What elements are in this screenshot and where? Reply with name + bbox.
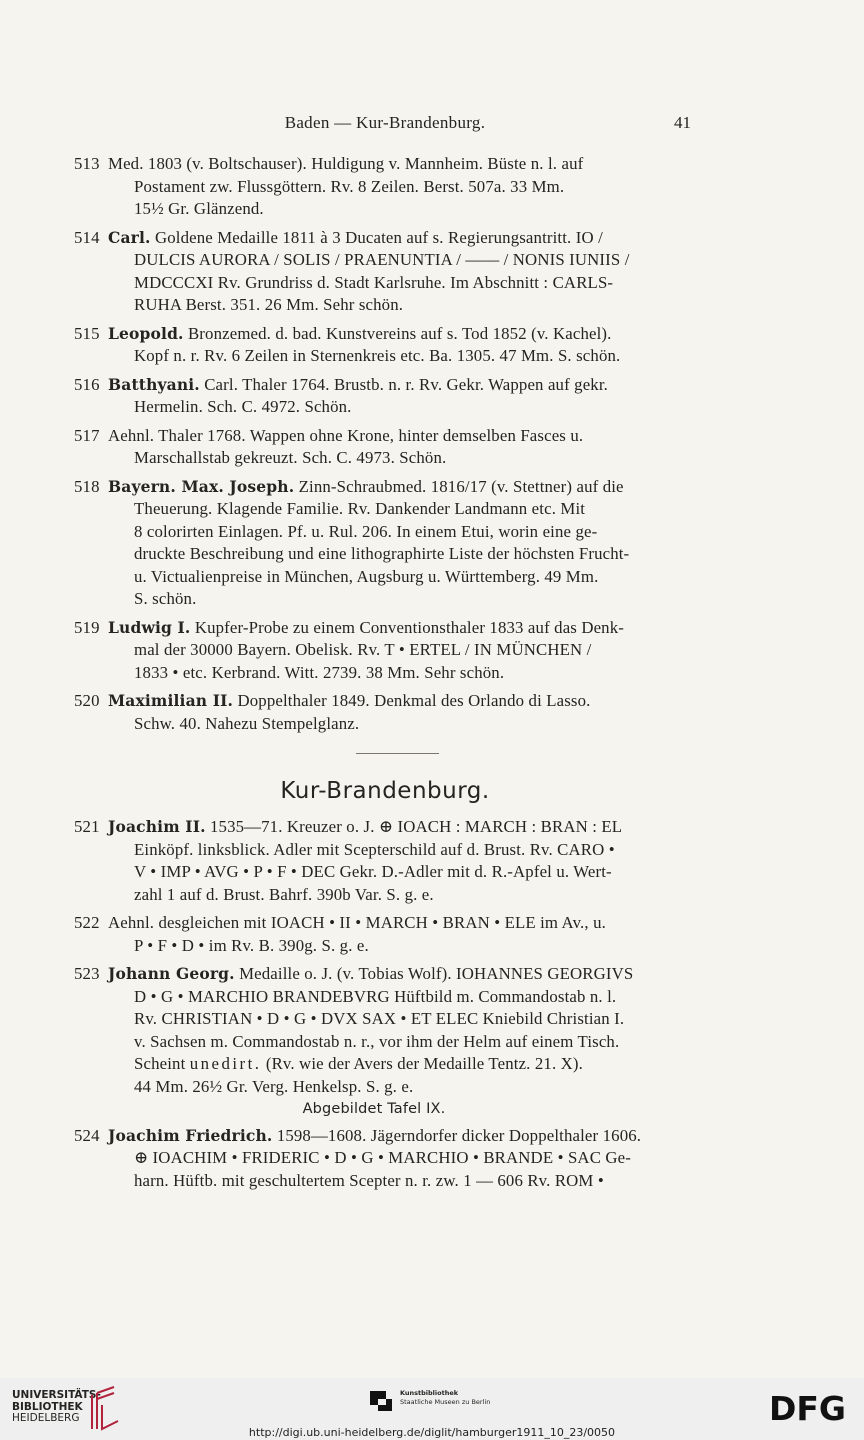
entry-text: Aehnl. Thaler 1768. Wappen ohne Krone, hinter demselben Fasces u. (108, 425, 584, 445)
running-head (0, 113, 864, 139)
entry-text: Carl. Thaler 1764. Brustb. n. r. Rv. Gekr. Wappen auf gekr. (204, 374, 609, 394)
entry-number: 513 (74, 154, 100, 173)
entry-text: Doppelthaler 1849. Denkmal des Orlando di Lasso. (237, 691, 591, 710)
entry-number: 519 (74, 617, 100, 637)
entry-text: Hermelin. Sch. C. 4972. Schön. (134, 397, 352, 416)
entry-name: Ludwig I. (108, 617, 191, 637)
library-name-line: HEIDELBERG (12, 1412, 80, 1424)
entry-text: V • IMP • AVG • P • F • DEC Gekr. D.-Adler mit d. R.-Apfel u. Wert- (134, 862, 612, 881)
catalog-entry-524 (74, 1125, 714, 1193)
kunstbibliothek-label (400, 1389, 490, 1407)
library-name-line: UNIVERSITÄTS- (12, 1389, 101, 1401)
entry-name: Bayern. Max. Joseph. (108, 476, 295, 496)
entries-baden (74, 153, 714, 735)
dfg-logo-icon (769, 1393, 853, 1423)
entry-name: Carl. (108, 227, 151, 247)
kb-title: Kunstbibliothek (400, 1389, 459, 1397)
section-heading: Kur-Brandenburg. (280, 778, 490, 804)
entry-text: Aehnl. desgleichen mit IOACH • II • MARCH • BRAN • ELE im Av., u. (108, 913, 606, 932)
entry-name: Batthyani. (108, 374, 200, 394)
catalog-entry-514 (74, 227, 714, 317)
entry-text: v. Sachsen m. Commandostab n. r., vor ihm der Helm auf einem Tisch. (134, 1031, 620, 1051)
entry-text: S. schön. (134, 589, 197, 608)
entry-text: Med. 1803 (v. Boltschauser). Huldigung v. Mannheim. Büste n. l. auf (108, 154, 584, 173)
entry-name: Johann Georg. (108, 964, 235, 983)
section-divider (356, 753, 439, 754)
entry-text: 44 Mm. 26½ Gr. Verg. Henkelsp. S. g. e. (134, 1076, 414, 1096)
entry-text: Medaille o. J. (v. Tobias Wolf). IOHANNES GEORGIVS (239, 964, 634, 983)
entry-number: 524 (74, 1125, 100, 1145)
catalog-entry-521 (74, 816, 714, 906)
entry-text: Kopf n. r. Rv. 6 Zeilen in Sternenkreis etc. Ba. 1305. 47 Mm. S. schön. (134, 346, 621, 365)
entry-text: ⊕ IOACHIM • FRIDERIC • D • G • MARCHIO • BRANDE • SAC Ge- (134, 1148, 631, 1167)
entry-number: 516 (74, 374, 100, 394)
entry-text: u. Victualienpreise in München, Augsburg u. Württemberg. 49 Mm. (134, 566, 599, 586)
catalog-entry-523 (74, 963, 714, 1121)
heidelberg-logo-icon (88, 1385, 122, 1431)
entry-text: (Rv. wie der Avers der Medaille Tentz. 21. X). (261, 1054, 583, 1073)
catalog-entry-518 (74, 476, 714, 611)
entry-text: Rv. CHRISTIAN • D • G • DVX SAX • ET ELEC Kniebild Christian I. (134, 1009, 625, 1028)
entry-number: 518 (74, 476, 100, 496)
entry-text: Zinn-Schraubmed. 1816/17 (v. Stettner) auf die (298, 476, 624, 496)
entry-number: 521 (74, 817, 100, 836)
entry-text: 8 colorirten Einlagen. Pf. u. Rul. 206. In einem Etui, worin eine ge- (134, 521, 598, 541)
entry-spaced-text: unedirt. (189, 1054, 262, 1073)
library-name-line: BIBLIOTHEK (12, 1400, 83, 1413)
entry-number: 517 (74, 425, 100, 445)
plate-caption: Abgebildet Tafel IX. (302, 1101, 446, 1117)
entry-text: Einköpf. linksblick. Adler mit Scepterschild auf d. Brust. Rv. CARO • (134, 839, 615, 859)
entry-text: harn. Hüftb. mit geschultertem Scepter n. r. zw. 1 — 606 Rv. ROM • (134, 1170, 604, 1190)
entry-number: 523 (74, 964, 100, 983)
entry-number: 522 (74, 913, 100, 932)
entry-text: zahl 1 auf d. Brust. Bahrf. 390b Var. S. g. e. (134, 884, 434, 904)
catalog-entry-515 (74, 323, 714, 368)
entry-number: 520 (74, 691, 100, 710)
kb-subtitle: Staatliche Museen zu Berlin (400, 1398, 491, 1406)
entry-text: 1833 • etc. Kerbrand. Witt. 2739. 38 Mm. Sehr schön. (134, 662, 505, 682)
entry-text: Goldene Medaille 1811 à 3 Ducaten auf s. Regierungsantritt. IO / (154, 227, 603, 247)
entry-text: Marschallstab gekreuzt. Sch. C. 4973. Schön. (134, 448, 447, 467)
entry-text: 15½ Gr. Glänzend. (134, 199, 264, 218)
running-title: Baden — Kur-Brandenburg. (284, 113, 486, 132)
kunstbibliothek-logo-icon (368, 1389, 394, 1413)
entry-text: D • G • MARCHIO BRANDEBVRG Hüftbild m. Commandostab n. l. (134, 986, 617, 1006)
dfg-text: DFG (769, 1393, 847, 1423)
page-number: 41 (674, 113, 691, 132)
entry-text: Theuerung. Klagende Familie. Rv. Dankender Landmann etc. Mit (134, 499, 586, 518)
entry-text: 1535—71. Kreuzer o. J. ⊕ IOACH : MARCH : BRAN : EL (210, 817, 623, 836)
source-url[interactable]: http://digi.ub.uni-heidelberg.de/diglit/hamburger1911_10_23/0050 (248, 1426, 616, 1439)
entry-text: Schw. 40. Nahezu Stempelglanz. (134, 713, 360, 733)
entry-text: Postament zw. Flussgöttern. Rv. 8 Zeilen. Berst. 507a. 33 Mm. (134, 176, 565, 196)
entry-text: RUHA Berst. 351. 26 Mm. Sehr schön. (134, 295, 404, 314)
entry-text: Scheint (134, 1054, 186, 1073)
entry-text: DULCIS AURORA / SOLIS / PRAENUNTIA / —— / NONIS IUNIIS / (134, 250, 630, 269)
entry-text: mal der 30000 Bayern. Obelisk. Rv. T • ERTEL / IN MÜNCHEN / (134, 640, 592, 659)
entry-name: Joachim II. (108, 817, 206, 836)
entry-text: MDCCCXI Rv. Grundriss d. Stadt Karlsruhe. Im Abschnitt : CARLS- (134, 272, 614, 292)
catalog-entry-516 (74, 374, 714, 419)
entry-name: Leopold. (108, 323, 184, 343)
entry-name: Joachim Friedrich. (108, 1125, 273, 1145)
catalog-entry-519 (74, 617, 714, 685)
entry-number: 515 (74, 323, 100, 343)
catalog-entry-520 (74, 690, 714, 735)
entry-number: 514 (74, 227, 100, 247)
entries-kur-brandenburg (74, 816, 714, 1192)
catalog-entry-517 (74, 425, 714, 470)
catalog-entry-522 (74, 912, 714, 957)
entry-name: Maximilian II. (108, 691, 234, 710)
entry-text: druckte Beschreibung und eine lithographirte Liste der höchsten Frucht- (134, 544, 630, 563)
catalog-entry-513 (74, 153, 714, 221)
entry-text: P • F • D • im Rv. B. 390g. S. g. e. (134, 935, 369, 955)
entry-text: Kupfer-Probe zu einem Conventionsthaler 1833 auf das Denk- (194, 617, 625, 637)
entry-text: 1598—1608. Jägerndorfer dicker Doppelthaler 1606. (276, 1125, 642, 1145)
entry-text: Bronzemed. d. bad. Kunstvereins auf s. Tod 1852 (v. Kachel). (187, 323, 612, 343)
